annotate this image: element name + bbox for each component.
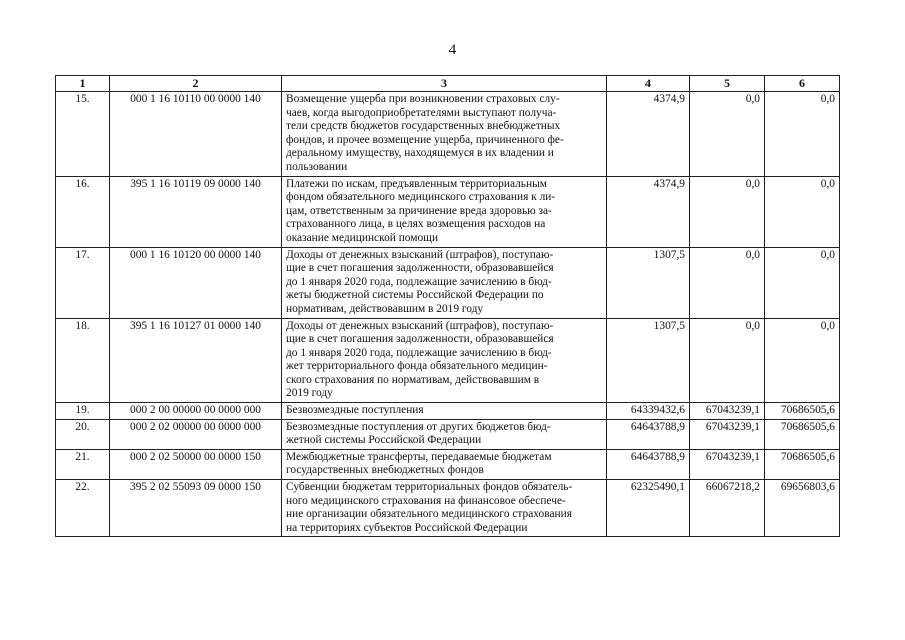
value-col4-cell: 64643788,9 (607, 419, 690, 449)
description-line: тели средств бюджетов государственных внебюджетных (286, 120, 561, 133)
description-line: цам, ответственным за причинение вреда здоровью за- (286, 204, 552, 217)
description-line: чаев, когда выгодоприобретателями выступают получа- (286, 106, 557, 119)
description-line: Доходы от денежных взысканий (штрафов), поступаю- (286, 319, 554, 332)
value-col6-cell: 70686505,6 (765, 403, 840, 420)
value-col6-cell: 69656803,6 (765, 480, 840, 537)
table-row (56, 403, 840, 420)
column-header: 4 (607, 76, 690, 92)
table-header-row (56, 76, 840, 92)
budget-table (55, 75, 840, 537)
value-col4-cell: 4374,9 (607, 176, 690, 247)
value-col5-cell: 67043239,1 (690, 449, 765, 479)
value-col6-cell: 0,0 (765, 176, 840, 247)
description-line: жетной системы Российской Федерации (286, 434, 482, 447)
table-row (56, 449, 840, 479)
value-col4-cell: 1307,5 (607, 247, 690, 318)
value-col4-cell: 64643788,9 (607, 449, 690, 479)
description-line: ного медицинского страхования на финансовое обеспече- (286, 494, 566, 507)
description-line: страхованного лица, в целях возмещения расходов на (286, 218, 546, 231)
budget-code-cell: 000 2 02 00000 00 0000 000 (110, 419, 282, 449)
value-col5-cell: 0,0 (690, 92, 765, 177)
description-cell (282, 92, 607, 177)
value-col5-cell: 67043239,1 (690, 419, 765, 449)
description-line: жеты бюджетной системы Российской Федерации по (286, 289, 544, 302)
description-line: 2019 году (286, 387, 333, 400)
value-col4-cell: 62325490,1 (607, 480, 690, 537)
row-number-cell: 17. (56, 247, 110, 318)
table-body (56, 92, 840, 537)
value-col5-cell: 0,0 (690, 318, 765, 403)
description-cell (282, 480, 607, 537)
description-cell (282, 419, 607, 449)
column-header: 1 (56, 76, 110, 92)
description-cell (282, 176, 607, 247)
table-row (56, 247, 840, 318)
row-number-cell: 21. (56, 449, 110, 479)
description-line: ского страхования по нормативам, действовавшим в (286, 373, 540, 386)
description-line: Возмещение ущерба при возникновении страховых слу- (286, 93, 560, 105)
description-line: фондов, и прочее возмещение ущерба, причиненного фе- (286, 133, 564, 146)
description-line: фондом обязательного медицинского страхования к ли- (286, 191, 556, 204)
column-header: 6 (765, 76, 840, 92)
table-row (56, 480, 840, 537)
table-row (56, 92, 840, 177)
value-col6-cell: 0,0 (765, 318, 840, 403)
description-cell (282, 449, 607, 479)
value-col5-cell: 0,0 (690, 176, 765, 247)
budget-code-cell: 000 1 16 10120 00 0000 140 (110, 247, 282, 318)
budget-code-cell: 000 1 16 10110 00 0000 140 (110, 92, 282, 177)
value-col4-cell: 64339432,6 (607, 403, 690, 420)
description-line: Доходы от денежных взысканий (штрафов), поступаю- (286, 248, 554, 261)
description-line: деральному имуществу, находящемуся в их владении и (286, 147, 554, 160)
budget-code-cell: 000 2 02 50000 00 0000 150 (110, 449, 282, 479)
description-line: оказание медицинской помощи (286, 231, 439, 244)
row-number-cell: 19. (56, 403, 110, 420)
description-line: Безвозмездные поступления от других бюджетов бюд- (286, 420, 551, 433)
row-number-cell: 15. (56, 92, 110, 177)
row-number-cell: 20. (56, 419, 110, 449)
row-number-cell: 22. (56, 480, 110, 537)
description-line: щие в счет погашения задолженности, образовавшейся (286, 262, 554, 275)
budget-code-cell: 395 1 16 10127 01 0000 140 (110, 318, 282, 403)
row-number-cell: 16. (56, 176, 110, 247)
column-header: 3 (282, 76, 607, 92)
value-col5-cell: 67043239,1 (690, 403, 765, 420)
value-col6-cell: 0,0 (765, 92, 840, 177)
value-col4-cell: 1307,5 (607, 318, 690, 403)
column-header: 2 (110, 76, 282, 92)
value-col5-cell: 0,0 (690, 247, 765, 318)
description-line: нормативам, действовавшим в 2019 году (286, 302, 484, 315)
row-number-cell: 18. (56, 318, 110, 403)
description-line: на территориях субъектов Российской Федерации (286, 521, 528, 534)
value-col6-cell: 70686505,6 (765, 419, 840, 449)
budget-code-cell: 395 1 16 10119 09 0000 140 (110, 176, 282, 247)
table-row (56, 318, 840, 403)
description-cell (282, 318, 607, 403)
description-line: Безвозмездные поступления (286, 404, 424, 417)
value-col6-cell: 0,0 (765, 247, 840, 318)
value-col4-cell: 4374,9 (607, 92, 690, 177)
budget-code-cell: 000 2 00 00000 00 0000 000 (110, 403, 282, 420)
budget-code-cell: 395 2 02 55093 09 0000 150 (110, 480, 282, 537)
value-col6-cell: 70686505,6 (765, 449, 840, 479)
value-col5-cell: 66067218,2 (690, 480, 765, 537)
table-row (56, 176, 840, 247)
description-line: государственных внебюджетных фондов (286, 464, 484, 477)
description-line: Платежи по искам, предъявленным территориальным (286, 177, 547, 190)
description-line: до 1 января 2020 года, подлежащие зачислению в бюд- (286, 275, 552, 288)
column-header: 5 (690, 76, 765, 92)
description-line: до 1 января 2020 года, подлежащие зачислению в бюд- (286, 346, 552, 359)
table-row (56, 419, 840, 449)
description-line: пользовании (286, 160, 348, 173)
description-cell (282, 403, 607, 420)
description-line: ние организации обязательного медицинского страхования (286, 508, 572, 521)
description-cell (282, 247, 607, 318)
description-line: Субвенции бюджетам территориальных фондов обязатель- (286, 481, 573, 494)
description-line: жет территориального фонда обязательного медицин- (286, 360, 548, 373)
page-number: 4 (448, 42, 457, 58)
description-line: щие в счет погашения задолженности, образовавшейся (286, 333, 554, 346)
description-line: Межбюджетные трансферты, передаваемые бюджетам (286, 450, 552, 463)
